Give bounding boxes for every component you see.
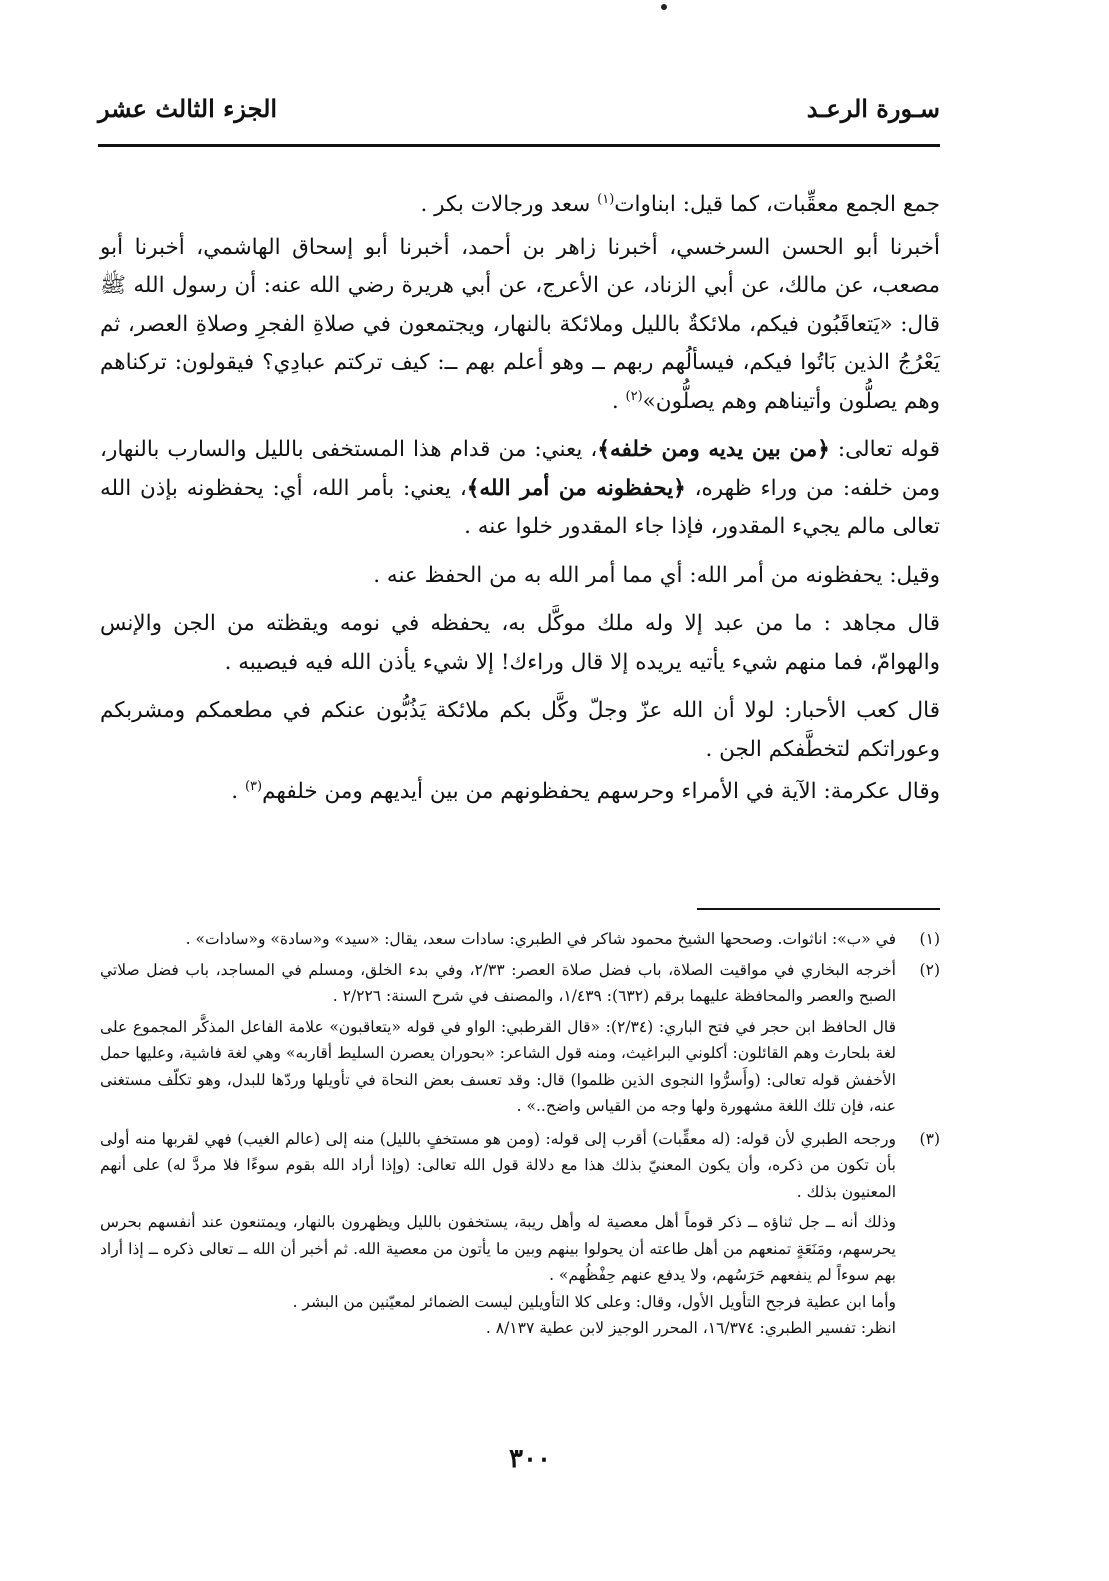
- paragraph-1-end: سعد ورجالات بكر .: [420, 192, 598, 217]
- footnote-separator: [697, 908, 940, 910]
- ikrima-text: وقال عكرمة: الآية في الأمراء وحرسهم يحفظونهم من بين أيديهم ومن خلفهم: [262, 779, 940, 804]
- header-rule: [98, 144, 940, 147]
- running-header: [98, 92, 940, 132]
- footnote-3-continuation-2: وأما ابن عطية فرجح التأويل الأول، وقال: وعلى كلا التأويلين ليست الضمائر لمعيّنين من البشر .: [292, 1292, 896, 1311]
- footnotes: [100, 926, 940, 1342]
- footnote-1-text: في «ب»: اناثوات. وصححها الشيخ محمود شاكر في الطبري: سادات سعد، يقال: «سيد» و«سادة» و«سادات» .: [185, 930, 896, 948]
- tafsir-text-1: ، يعني: من قدام هذا المستخفى بالليل والسارب بالنهار، ومن خلفه: من وراء ظهره،: [100, 437, 940, 501]
- tafsir-intro: قوله تعالى:: [829, 437, 940, 462]
- main-text: [100, 186, 940, 816]
- surah-title: سـورة الرعـد: [806, 94, 940, 123]
- juz-title: الجزء الثالث عشر: [98, 94, 278, 123]
- footnote-3: [100, 1126, 940, 1206]
- paragraph-1-text: جمع الجمع معقِّبات، كما قيل: ابناوات: [614, 192, 940, 217]
- footnote-3-continuation-1: وذلك أنه ــ جل ثناؤه ــ ذكر قوماً أهل معصية له وأهل ريبة، يستخفون بالليل ويظهرون بالنهار، ويمتنعون عند أنفسهم بحرس يحرسهم، ومَنَعَةٍ تمنعهم من أهل طاعته أن يحولوا بينهم وبين ما يأتون من معصية الله. ثم أخبر أن الله ــ تعالى ذكره ــ إذا أراد بهم سوءاً لم ينفعهم حَرَسُهم، ولا يدفع عنهم حِفْظُهم» .: [100, 1213, 896, 1284]
- footnote-ref-1: (١): [597, 191, 615, 207]
- quran-quote-2: ﴿يحفظونه من أمر الله﴾: [466, 475, 686, 501]
- hadith-text: أخبرنا أبو الحسن السرخسي، أخبرنا زاهر بن أحمد، أخبرنا أبو إسحاق الهاشمي، أخبرنا أبو مصعب، عن مالك، عن أبي الزناد، عن الأعرج، عن أبي هريرة رضي الله عنه: أن رسول الله ﷺ قال: «يَتعاقَبُون فيكم، ملائكةٌ بالليل وملائكة بالنهار، ويجتمعون في صلاةِ الفجرِ وصلاةِ العصر، ثم يَعْرُجُ الذين بَاتُوا فيكم، فيسألُهم ربهم ــ وهو أعلم بهم ــ: كيف تركتم عبادِي؟ فيقولون: تركناهم وهم يصلُّون وأتيناهم وهم يصلُّون»: [100, 234, 940, 414]
- footnote-3-text: ورجحه الطبري لأن قوله: (له معقِّبات) أقرب إلى قوله: (ومن هو مستخفٍ بالليل) منه إلى (عالم الغيب) فهي لقربها منه أولى بأن تكون من ذكره، وأن يكون المعنيّ بذلك هذا مع دلالة قول الله تعالى: (وإذا أراد الله بقوم سوءًا فلا مردَّ له) على أنهم المعنيون بذلك .: [100, 1129, 896, 1201]
- footnote-ref-2: (٢): [625, 388, 643, 404]
- footnote-1: [100, 926, 940, 953]
- footnote-2-text: أخرجه البخاري في مواقيت الصلاة، باب فضل صلاة العصر: ٢/٣٣، وفي بدء الخلق، ومسلم في المساجد، باب فضل صلاتي الصبح والعصر والمحافظة عليهما برقم (٦٣٢): ١/٤٣٩، والمصنف في شرح السنة: ٢/٢٢٦ .: [100, 960, 896, 1005]
- paragraph-ikrima: [100, 773, 940, 812]
- paragraph-mujahid: قال مجاهد : ما من عبد إلا وله ملك موكَّل به، يحفظه في نومه ويقظته من الجن والإنس والهوامّ، فما منهم شيء يأتيه يريده إلا قال وراءك! إلا شيء يأذن الله فيه فيصيبه .: [100, 611, 940, 675]
- ink-dot: [661, 4, 667, 10]
- paragraph-qila: وقيل: يحفظونه من أمر الله: أي مما أمر الله به من الحفظ عنه .: [373, 562, 940, 588]
- footnote-text: [100, 1126, 896, 1206]
- ikrima-end: .: [231, 779, 245, 804]
- hadith-end: .: [611, 388, 626, 414]
- tafsir-text-2: ، يعني: بأمر الله، أي: يحفظونه بإذن الله تعالى مالم يجيء المقدور، فإذا جاء المقدور خلوا عنه .: [100, 475, 940, 539]
- paragraph-tafsir: [100, 431, 940, 547]
- paragraph-kaab: قال كعب الأحبار: لولا أن الله عزّ وجلّ وكَّل بكم ملائكة يَذُبُّون عنكم في مطعمكم ومشربكم وعوراتكم لتخطَّفكم الجن .: [100, 698, 940, 762]
- footnote-number: (١): [919, 930, 940, 948]
- footnote-ref-3: (٣): [244, 778, 263, 794]
- footnote-2: [100, 957, 940, 1010]
- footnote-number: (٢): [919, 960, 940, 979]
- footnote-2-continuation: قال الحافظ ابن حجر في فتح الباري: (٢/٣٤): «قال القرطبي: الواو في قوله «يتعاقبون» علامة الفاعل المذكَّر المجموع على لغة بلحارث وهم القائلون: أكلوني البراغيث، ومنه قول الشاعر: «بحوران يعصرن السليط أقاربه» وهي لغة فاشية، وعليها حمل الأخفش قوله تعالى: (وأَسرُّوا النجوى الذين ظلموا) قال: وقد تعسف بعض النحاة في تأويلها وردّها للبدل، وهو تكلّف مستغنى عنه، فإن تلك اللغة مشهورة ولها وجه من القياس واضح..» .: [100, 1017, 897, 1115]
- footnote-number: (٣): [919, 1129, 940, 1148]
- footnote-text: [100, 926, 896, 953]
- page-number: ٣٠٠: [509, 1444, 551, 1474]
- footnote-3-continuation-3: انظر: تفسير الطبري: ١٦/٣٧٤، المحرر الوجيز لابن عطية ٨/١٣٧ .: [485, 1319, 896, 1337]
- footnote-text: [100, 957, 896, 1010]
- paragraph-1: [100, 186, 940, 225]
- paragraph-hadith: [100, 229, 940, 422]
- quran-quote-1: ﴿من بين يديه ومن خلفه﴾: [597, 437, 830, 462]
